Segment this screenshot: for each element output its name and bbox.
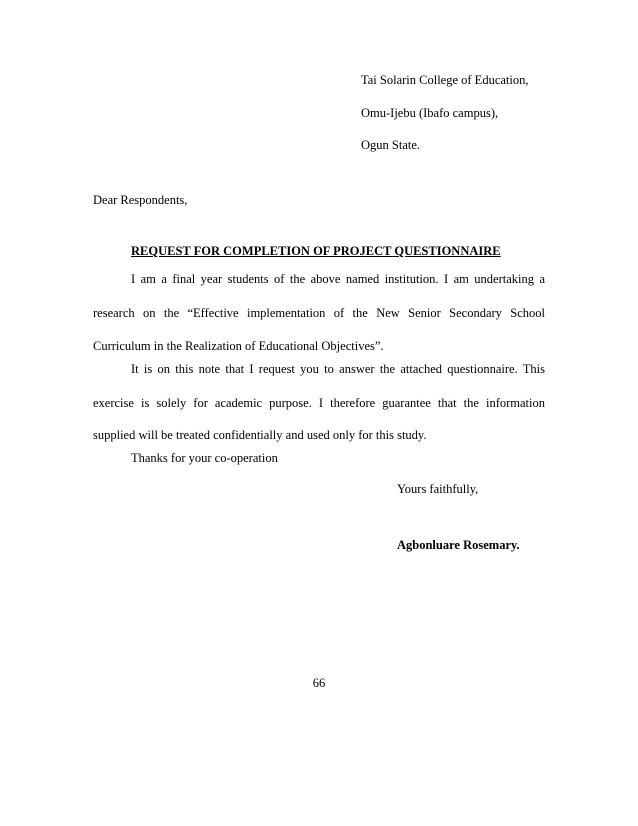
address-line-1: Tai Solarin College of Education,: [361, 73, 529, 87]
signature-name: Agbonluare Rosemary.: [397, 538, 520, 552]
paragraph-1-line-3: Curriculum in the Realization of Educational Objectives”.: [93, 339, 384, 353]
closing: Yours faithfully,: [397, 482, 479, 496]
thanks-line: Thanks for your co-operation: [131, 451, 278, 465]
salutation: Dear Respondents,: [93, 193, 188, 207]
address-line-3: Ogun State.: [361, 138, 421, 152]
page-number: 66: [312, 676, 326, 690]
paragraph-1-line-1: I am a final year students of the above named institution. I am undertaking a: [131, 272, 545, 286]
address-line-2: Omu-Ijebu (Ibafo campus),: [361, 106, 499, 120]
subject-heading: REQUEST FOR COMPLETION OF PROJECT QUESTIONNAIRE: [131, 244, 501, 258]
paragraph-2-line-1: It is on this note that I request you to answer the attached questionnaire. This: [131, 362, 545, 376]
paragraph-2-line-3: supplied will be treated confidentially and used only for this study.: [93, 428, 427, 442]
paragraph-1-line-2: research on the “Effective implementation of the New Senior Secondary School: [93, 306, 545, 320]
paragraph-2-line-2: exercise is solely for academic purpose. I therefore guarantee that the information: [93, 396, 545, 410]
